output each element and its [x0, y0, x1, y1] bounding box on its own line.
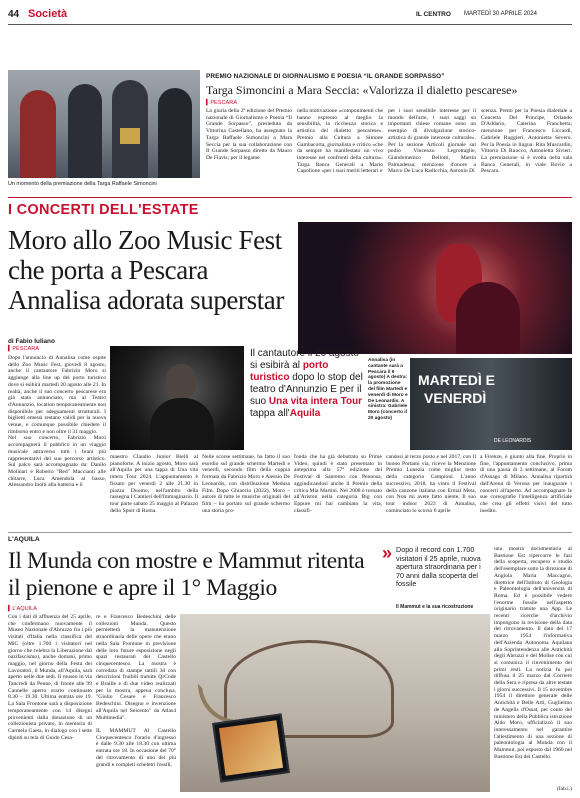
photo-person-1	[20, 90, 56, 178]
munda-col-1: Con i dati di affluenza del 25 aprile, che confermano nuovamente il Museo Nazionale d'Abruzzo fra i più visitati d'Italia nella classifica del MiC (oltre 1.700 i visitatori nel giorno che celebra la Liberazione dal nazifascismo), anche domani, primo maggio, nel giorno della Festa dei Lavoratori, il Munda, all'Aquila, sarà aperto nelle due sedi. Il museo in via Tancredi da Penne, di fronte alle 99 Cannelle aperto orario continuato 8.30 – 19.30. Ultima entrata ore 19. La Sala Frontone sarà a disposizione temporaneamente con 14 disegni provenienti dalla donazione di un collezionista privato, in memoria di Carmela Gaeta, in dialogo con i sette dipinti su tela di Guido Cesa-	[8, 614, 92, 741]
munda-signature: (fab.i.)	[556, 786, 572, 792]
concerts-byline: di Fabio Iuliano	[8, 338, 55, 345]
award-photo	[8, 70, 200, 178]
concerts-section-title: I CONCERTI DELL'ESTATE	[8, 202, 199, 218]
photo-plaque	[120, 128, 140, 144]
award-photo-caption: Un momento della premiazione della Targa Raffaele Simoncini	[8, 181, 157, 187]
pullquote-part-3: dopo lo stop del teatro d'Annunzio E per il suo	[250, 372, 363, 407]
concerts-headline: Moro allo Zoo Music Fest che porta a Pescara Annalisa adorata superstar	[8, 225, 284, 315]
munda-location-text: L'AQUILA	[12, 606, 38, 612]
munda-location: ▍L'AQUILA	[8, 606, 38, 612]
moro-photo	[110, 346, 244, 450]
top-col-3: per i suoi sensibile interesse per il mondo dell'arte, i suoi saggi su importanti chiese romane sono un esempio di divulgazione storico-artistica di grande interesse culturale». Per la sezione Articoli giornale sul podio Vincenzo Legrottaglie, Giandomenico Bellotti, Martin Palmadessa; menzione d'onore a Marco De Luca Radicchia, Antonio Di	[388, 108, 476, 175]
top-col-4: scenza. Premi per la Poesia dialettale a Concetta Del Principe, Orlando D'Addario, Caterina Franchetta; menzione per Francesco Liccardi, Gabriele Ruggieri, Antonietta Severo. Per la Poesia in lingua: Rita Muscardin, Vittorio Di Ruocco, Antonietta Sivieri. La premiazione si è svolta nella sala Banca Generali, in viale Bovio a Pescara.	[481, 108, 572, 175]
concerts-col-5: candosi al terzo posto e nel 2017, con Il buono Portami via, riceve la Menzione Premio Lunezia come miglior testo della categoria Campioni. L'anno successivo, 2018, ha vinto il Festival della canzone italiana con Ermal Meta, con Non mi avete fatto niente. Il suo tour indoor 2023 di Annalisa, cominciato lo scorso 6 aprile	[386, 454, 476, 514]
page-header	[8, 6, 572, 28]
tablet-screen	[219, 720, 283, 776]
concerts-col-1-text: Dopo l'annuncio di Annalisa come ospite dello Zoo Music Fest, giovedì 8 agosto, anche il cantautore Fabrizio Moro si aggiunge alla line up del porto turistico dove si esibirà martedì 20 agosto alle 21. In realtà, anche il suo concerto pescarese era già stato annunciato, ma al Teatro d'Annunzio, location temporaneamente non disponibile per adeguamenti strutturali. I biglietti emessi restano validi per la nuova venue, e comunque possibile chiedere il rimborso entro e non oltre il 31 maggio.	[8, 355, 106, 435]
top-col-2: nella motivazione «componimenti che hanno espresso al meglio la sensibilità, la ricchezza storica e artistica del dialetto pescarese». Premio alla Cultura a Simone Gambacorta, giornalista e critico «che da sempre ha manifestato un vivo interesse nei confronti della cultura». Targa Banca Generali a Mario Capolione «per i suoi meriti letterari e	[297, 108, 383, 175]
concerts-location-text: PESCARA	[12, 346, 40, 352]
top-headline: Targa Simoncini a Mara Seccia: «Valorizza il dialetto pescarese»	[206, 83, 518, 97]
top-kicker: PREMIO NAZIONALE DI GIORNALISMO E POESIA “IL GRANDE SORPASSO”	[206, 73, 445, 80]
concerts-location: ▍PESCARA	[8, 346, 40, 352]
moro-body	[150, 398, 214, 450]
tablet-device	[212, 713, 290, 782]
concerts-pullquote	[250, 348, 368, 420]
masthead: IL CENTRO	[416, 11, 451, 18]
concerts-col-1b-text: Nel suo concerto, Fabrizio Moro accompagnerà il pubblico in un viaggio musicale attraverso tutti i brani più rappresentativi del suo percorso artistico. Sul palco sarà accompagnato da: Danilo Molinari e Roberto "Red" Maccianti alle chitarre, Luca Amendola al basso, Alessandro Inolti alla batteria e il	[8, 435, 106, 489]
concerts-col-6: a Firenze, è giunto alla fine. Proprio in fine, l'appuntamento conclusivo, prima di una pausa di 3 settimane, al Forum d'Assago di Milano. Annalisa ripartirà dall'Arena di Verona per inaugurare i concerti all'aperto. Ad accompagnare le sue coreografie l'intelligenza artificiale che crea gli effetti visivi del tutto inedito.	[480, 454, 572, 514]
concerts-col-2: maestro Claudio Junior Bielli al pianoforte. A inizio agosto, Moro sarà all'Aquila per una tappa di Una vita intera Tour 2024. L'appuntamento è fissato per venerdì 2 alle 21.30 in piazza Duomo, nell'ambito della rassegna I Cantieri dell'Immaginario. Il tour parte sabato 25 maggio al Palazzo dello Sport di Roma.	[110, 454, 198, 514]
pullquote-part-5: tappa all'	[250, 408, 290, 419]
concerts-col-3: Nelle scorse settimane, ha fatto il suo esordio sul grande schermo Martedì e venerdì, secondo film della coppia formata da Fabrizio Moro e Alessio De Leonardis, con distribuzione Medusa Film. Dopo Ghiaccio (2022), Moro – autore di tutte le musiche originali del film – ha portato sul grande schermo una storia pro-	[202, 454, 290, 514]
sidebar-quote-mark: »	[382, 543, 393, 563]
annalisa-photo	[298, 222, 572, 354]
poster-title-2: VENERDÌ	[424, 390, 487, 406]
moro-head	[166, 364, 196, 400]
munda-photo-caption: Il Mammut e la sua ricostruzione	[396, 604, 474, 610]
annalisa-figure	[456, 282, 520, 354]
munda-section-rule	[8, 532, 572, 533]
top-location-text: PESCARA	[210, 100, 238, 106]
photo-person-4	[158, 88, 192, 178]
munda-headline: Il Munda con mostre e Mammut ritenta il pienone e apre il 1° Maggio	[8, 548, 365, 601]
pullquote-part-4: Una vita intera Tour	[268, 396, 363, 407]
munda-sidebar-quote: Dopo il record con 1.700 visitatori il 25 aprile, nuova apertura straordinaria per i 70 anni dalla scoperta del fossile	[396, 545, 481, 589]
munda-col-2: re e Francesco Bedeschini delle collezioni Munda. Questo permetterà la manutenzione straordinaria delle opere che erano nella Sala Frontone in previsione delle loro future esposizione negli spazi restaurati del Castello cinquecentesco. La mostra è corredata di stampe tattili 3d con descrizioni fruibili tramite QrCode e Braille e di due video realizzati per la mostra, appena conclusa, "Giulio Cesare e Francesco Bedeschini. Disegno e invenzione all'Aquila nel Seicento" da Atlas4 Multimedia".	[96, 614, 176, 721]
poster-credit: DE LEONARDIS	[494, 438, 532, 444]
top-col-1: La giuria della 2ª edizione del Premio nazionale di Giornalismo e Poesia “Il Grande Sorpasso”, presieduta da Vittorina Castellano, ha assegnato la Targa Raffaele Simoncini a Mara Seccia per la sua collaborazione con Il Grande Sorpasso diretto da Mauro De Flavis; per il legame	[206, 108, 292, 161]
page-date: MARTEDÌ 30 APRILE 2024	[464, 11, 537, 17]
concerts-col-1	[8, 355, 106, 523]
poster-title-1: MARTEDÌ E	[418, 372, 495, 388]
concerts-col-4: fonda che ha già debuttato su Prime Video, quindi è stato presentato in anteprima alla 57ª edizione del Festival di Sanremo con Pennosa, aggiudicandosi anche il Premio della critica Mia Martini. Nel 2008 è tornato all'Ariston nella categoria Big con Eppure mi hai cambiato la vita, classifi-	[294, 454, 382, 514]
munda-col-2b: IL MAMMUT Al Castello Cinquecentesco l'orario d'ingresso è dalle 9.30 alle 18.30 con ultima entrata ore 18. In occasione del 70° del ritrovamento di uno dei più grandi e completi scheletri fossili,	[96, 728, 176, 768]
pullquote-part-1: Il cantautore il 20 agosto si esibirà al	[250, 348, 359, 371]
concerts-photo-caption: Annalisa (in cantante sarà a Pescara il 9 agosto) A destra: la promozione del film Martedì e venerdì di Moro e De Leonardis. A sinistra: Gabriele Moro (concerto il 20 agosto)	[368, 358, 408, 421]
photo-person-2	[68, 84, 102, 178]
munda-section-title: L'AQUILA	[8, 536, 40, 543]
page-number: 44	[8, 9, 20, 20]
concerts-section-rule	[8, 197, 572, 198]
pullquote-part-2: porto turistico	[250, 360, 329, 383]
section-name: Società	[28, 8, 68, 20]
film-poster	[410, 358, 572, 450]
top-location: ▍PESCARA	[206, 100, 238, 106]
mammut-photo	[180, 614, 490, 792]
header-rule	[8, 24, 572, 25]
munda-col-3: una mostra documentaria al Bastione Est ripercorre le fasi della scoperta, recupero e studio dell'esemplare sotto la direzione di Angiola Maria Maccagno, direttrice dell'Istituto di Geologia e Paleontologia dell'università di Roma. Ed è possibile vedere l'enorme fossile nell'aspetto originario tramite una App. Le recenti ricerche d'archivio impongono la revisione della data del ritrovamento. Il dato del 17 marzo 1954 l'informativa dell'Azienda Autonoma Aquilana alla Soprintendenza alle Antichità degli Abruzzi e del Molise con cui si comunica il rinvenimento dei primi resti. La notizia fu poi diffusa il 25 marzo dal Corriere della Sera e ripresa da altre testate i giorni successivi. Il 15 novembre 1954 il direttore generale delle Antichità e Belle Arti, Guglielmo de Angelis d'Ossat, per conto del ministero della Pubblica istruzione Aldo Moro, ufficializzò il suo interessamento nel garantire l'allestimento di una sezione di paleontologia al Munda con il Mammut, poi esposto dal 1960 nel Bastione Est del Castello.	[494, 546, 572, 760]
pullquote-part-6: Aquila	[289, 408, 321, 419]
